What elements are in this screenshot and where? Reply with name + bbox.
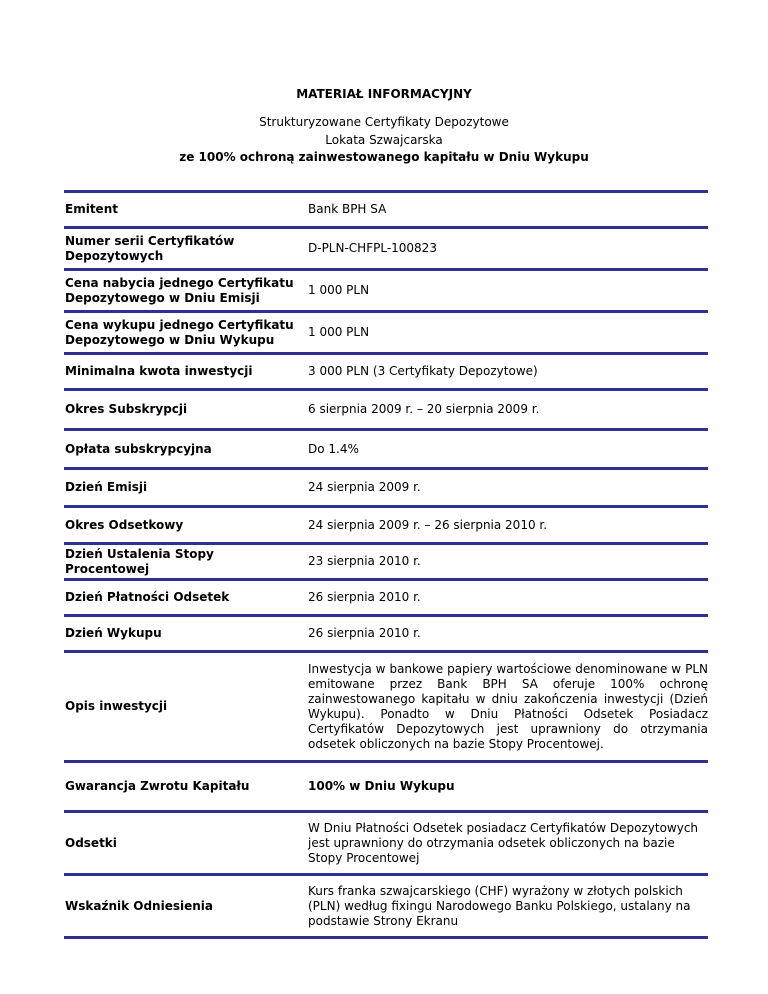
row-label: Dzień Wykupu <box>65 626 162 640</box>
row-label: Okres Odsetkowy <box>65 517 184 532</box>
row-value: W Dniu Płatności Odsetek posiadacz Certyfikatów Depozytowych jest uprawniony do otrzymania odsetek obliczonych na bazie Stopy Procentowej <box>308 820 699 865</box>
row-value: 1 000 PLN <box>308 325 370 339</box>
row-label: Odsetki <box>65 835 117 850</box>
row-label: Okres Subskrypcji <box>65 402 188 416</box>
table-row <box>64 388 708 428</box>
row-value: 26 sierpnia 2010 r. <box>308 626 421 640</box>
row-value: 24 sierpnia 2009 r. <box>308 480 421 494</box>
table-row <box>64 542 708 578</box>
table-row <box>64 578 708 614</box>
row-value: 100% w Dniu Wykupu <box>308 779 455 793</box>
row-value: 6 sierpnia 2009 r. – 20 sierpnia 2009 r. <box>308 402 540 416</box>
row-label: Dzień Emisji <box>65 480 148 494</box>
row-value: 26 sierpnia 2010 r. <box>308 590 421 604</box>
row-value: 3 000 PLN (3 Certyfikaty Depozytowe) <box>308 364 538 378</box>
row-value: 24 sierpnia 2009 r. – 26 sierpnia 2010 r. <box>308 517 548 532</box>
table-row <box>64 310 708 352</box>
row-label: Opis inwestycji <box>65 699 168 713</box>
row-label: Cena nabycia jednego Certyfikatu Depozytowego w Dniu Emisji <box>65 275 294 305</box>
row-label: Dzień Ustalenia Stopy Procentowej <box>65 546 214 576</box>
table-row <box>64 614 708 650</box>
table-row <box>64 428 708 467</box>
table-row <box>64 650 708 760</box>
row-value: Inwestycja w bankowe papiery wartościowe denominowane w PLN emitowane przez Bank BPH SA oferuje 100% ochronę zainwestowanego kapitału w dniu zakończenia inwestycji (Dzień Wykupu). Ponadto w Dniu Płatności Odsetek Posiadacz Certyfikatów Depozytowych jest uprawniony do otrzymania odsetek obliczonych na bazie Stopy Procentowej. <box>308 661 708 751</box>
document-title: MATERIAŁ INFORMACYJNY <box>296 87 472 101</box>
info-table <box>64 190 708 939</box>
subtitle-line-1: Strukturyzowane Certyfikaty Depozytowe <box>259 115 509 129</box>
row-value: 23 sierpnia 2010 r. <box>308 554 421 568</box>
row-label: Wskaźnik Odniesienia <box>65 898 213 913</box>
row-label: Emitent <box>65 202 118 216</box>
table-row <box>64 873 708 939</box>
table-row <box>64 352 708 388</box>
row-value: Bank BPH SA <box>308 202 387 216</box>
table-row <box>64 467 708 505</box>
table-row <box>64 505 708 542</box>
table-row <box>64 190 708 226</box>
subtitle-line-3: ze 100% ochroną zainwestowanego kapitału w Dniu Wykupu <box>179 150 589 164</box>
table-row <box>64 760 708 810</box>
row-label: Cena wykupu jednego Certyfikatu Depozytowego w Dniu Wykupu <box>65 317 294 347</box>
row-label: Opłata subskrypcyjna <box>65 441 212 456</box>
row-value: D-PLN-CHFPL-100823 <box>308 241 437 255</box>
subtitle-line-2: Lokata Szwajcarska <box>325 133 443 147</box>
row-label: Dzień Płatności Odsetek <box>65 590 230 604</box>
row-label: Minimalna kwota inwestycji <box>65 364 253 378</box>
row-value: 1 000 PLN <box>308 283 370 297</box>
table-row <box>64 226 708 268</box>
row-label: Gwarancja Zwrotu Kapitału <box>65 779 250 793</box>
table-row <box>64 810 708 873</box>
row-value: Do 1.4% <box>308 441 359 456</box>
row-value: Kurs franka szwajcarskiego (CHF) wyrażony w złotych polskich (PLN) według fixingu Narodowego Banku Polskiego, ustalany na podstawie Strony Ekranu <box>308 883 691 928</box>
table-row <box>64 268 708 310</box>
row-label: Numer serii Certyfikatów Depozytowych <box>65 233 235 263</box>
